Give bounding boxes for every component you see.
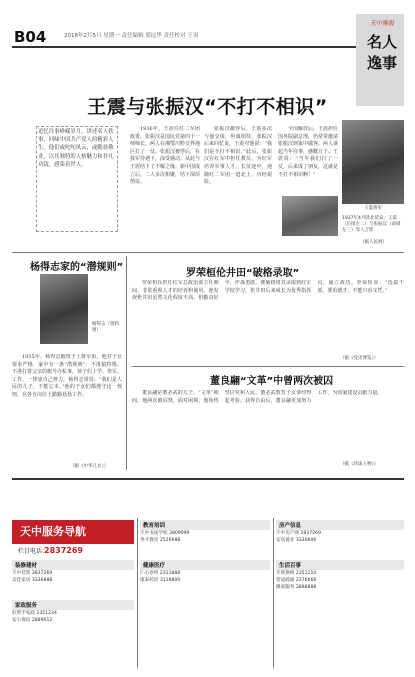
article3-title: 罗荣桓伦井田“破格录取” — [186, 268, 300, 279]
header-rule — [12, 46, 357, 48]
source-note: （据人民网） — [360, 240, 387, 245]
yangdezhi-portrait — [40, 274, 88, 344]
article4-body: 董良翮是董必武的儿子。“文革”期间，他两次被囚禁。面对困境，他始终坚信党和人民。董必武教育子女要经得起考验。获得自由后，董良翮更加努力工作，为国家建设贡献力量。 — [132, 390, 383, 404]
wangzhen-portrait — [342, 120, 404, 204]
section-divider-2 — [132, 366, 404, 367]
service-divider-2 — [273, 518, 274, 668]
hotline-label: 栏目电话： — [18, 548, 49, 555]
service-title: 天中服务导航 — [20, 525, 86, 538]
page-header — [0, 0, 415, 66]
brand-logo: 天中晚报 — [369, 20, 394, 27]
service-top-rule — [12, 478, 404, 480]
section-divider — [12, 252, 404, 253]
portrait-caption: 王震将军 — [364, 206, 382, 211]
article4-source: （据《环球人物》） — [340, 462, 379, 467]
service-block-2: 家政服务 好帮手家政 2351234 安心保洁 2889012 — [12, 600, 134, 624]
service-divider-1 — [137, 518, 138, 668]
article-col-3: 全国解放后，王震担任国务院副总理，仍常常邀请张振汉到家中做客。两人谈起当年往事，感慨万千。王震说：“当年我们打了一仗，后来成了朋友，这就是不打不相识啊！” — [278, 126, 338, 178]
article2-title: 杨得志家的“潜规则” — [30, 262, 124, 273]
article-col-1: 1936年，王震任红二军团政委，张振汉是国民党第四十一师师长，两人在湘鄂川黔交界地区打了一仗。张振汉被俘后，在我军待遇下，深受感动，从此与王震结下了不解之缘。新中国成立后，二人多次相聚，结下深厚情谊。 — [130, 126, 200, 186]
article2-photo-frame — [12, 274, 122, 348]
article3-source: （据《党史博览》） — [340, 356, 379, 361]
group-photo — [282, 196, 338, 236]
page-number: B04 — [14, 28, 47, 46]
editor-note: 追忆往事峥嵘岁月，讲述名人轶事，回味中国共产党人的精彩人生。他们或叱咤风云，或勤恳敬业，以其独特的人格魅力和非凡功绩，感染着世人。 — [38, 129, 114, 168]
column-divider — [126, 256, 127, 470]
article4-title: 董良翮“文革”中曾两次被囚 — [210, 376, 334, 387]
article2-source: （据《中华儿女》） — [70, 464, 109, 469]
service-block-5: 房产信息 天中房产网 2837269 安居置业 3330606 — [276, 520, 404, 544]
hotline-number: 2837269 — [44, 546, 83, 555]
headline: 王震与张振汉“不打不相识” — [87, 96, 328, 118]
article2-body: 1955年，杨得志被授予上将军衔。他对子女要求严格，家中有一条“潜规则”：不准搞特殊，不准打着父亲的旗号办私事。孩子们上学、参军、工作，一律靠自己努力。杨得志常说：“我们是人民的儿子，不能忘本。”他的子女们都遵守这一规则，在各自岗位上勤勤恳恳工作。 — [12, 354, 122, 398]
article3-body: 罗荣桓在担任红军总政治部主任期间，非常重视人才的培养和使用。他发现伦井田虽然文化程度不高，但勤奋好学，作战勇敢，便破格将其录取到红军学校学习。伦井田后来成长为优秀指挥员，屡立战功。罗荣桓说：“选拔干部，要看德才，不能只看文凭。” — [132, 280, 404, 302]
group-photo-caption: 1937年4月陕北延安，王震（后排左二）与张振汉（前排左三）等人合影 — [342, 216, 401, 233]
article2-photo-caption: 杨得志（资料图） — [92, 322, 119, 333]
service-block-3: 教育培训 天中书法学校 3809999 英才教育 2526688 — [140, 520, 270, 544]
page-meta: 2018年2月5日 星期一 责任编辑 梁远华 责任校对 王羽 — [64, 33, 199, 39]
column-name: 名人 逸事 — [366, 33, 397, 72]
service-block-1: 装修建材 天中装饰 2837269 美佳家居 3336888 — [12, 560, 134, 584]
service-block-6: 生活百事 开锁换锁 2351110 管道疏通 2376666 搬家服务 2898888 — [276, 560, 404, 591]
article-col-2: 张振汉被俘后，王震多次与他交谈，坦诚相待。张振汉后来回忆说，王震对他说：“我们是不打不相识。”此后，张振汉在红军中担任教员，为红军培养军事人才。长征途中，他随红二军团一道北上，历经艰险。 — [204, 126, 272, 186]
service-block-4: 健康医疗 仁心诊所 2311888 康泰药房 3118800 — [140, 560, 270, 584]
